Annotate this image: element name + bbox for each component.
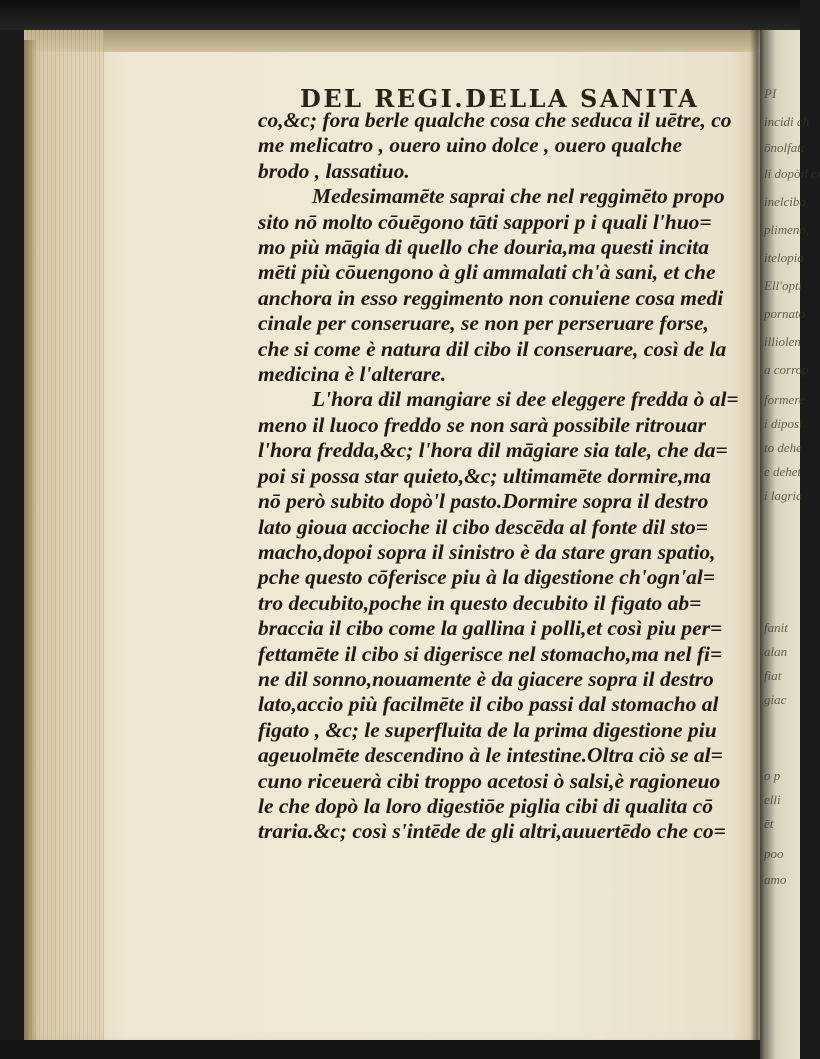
text-line: medicina è l'alterare. bbox=[258, 362, 447, 387]
facing-page-fragment: alan bbox=[764, 644, 788, 659]
facing-page-fragment: i lagria bbox=[764, 488, 803, 503]
facing-page-fragment: e dehet bbox=[764, 464, 802, 479]
text-line: meno il luoco freddo se non sarà possibile ritrouar bbox=[258, 412, 706, 437]
facing-page-fragment: ēt bbox=[764, 816, 774, 831]
text-line: co,&c; fora berle qualche cosa che seduca il uētre, co bbox=[258, 108, 732, 132]
text-line: sito nō molto cōuēgono tāti sappori p i quali l'huo= bbox=[258, 209, 712, 234]
background-top bbox=[0, 0, 800, 30]
text-line: macho,dopoi sopra il sinistro è da stare gran spatio, bbox=[258, 539, 716, 564]
text-line: brodo , lassatiuo. bbox=[258, 158, 410, 183]
text-line: ne dil sonno,nouamente è da giacere sopra il destro bbox=[258, 666, 714, 691]
text-line: le che dopò la loro digestiōe piglia cibi di qualita cō bbox=[258, 793, 714, 818]
facing-page-fragment: a corrop bbox=[764, 362, 809, 377]
text-line: tro decubito,poche in questo decubito il figato ab= bbox=[258, 590, 702, 615]
text-line: mēti più cōuengono à gli ammalati ch'à sani, et che bbox=[258, 260, 716, 285]
text-line: figato , &c; le superfluita de la prima digestione piu bbox=[258, 717, 717, 742]
text-line: pche questo cōferisce piu à la digestione ch'ogn'al= bbox=[258, 565, 716, 590]
text-line: cinale per conseruare, se non per perseruare forse, bbox=[258, 311, 709, 336]
text-line: me melicatro , ouero uino dolce , ouero qualche bbox=[258, 133, 683, 158]
text-line: Medesimamēte saprai che nel reggimēto propo bbox=[312, 184, 725, 209]
text-line: braccia il cibo come la gallina i polli,et così piu per= bbox=[258, 616, 723, 641]
text-line: l'hora fredda,&c; l'hora dil māgiare sia tale, che da= bbox=[258, 438, 728, 463]
facing-page-fragment: pornato bbox=[764, 306, 806, 321]
facing-page-fragment: inelcibo bbox=[764, 194, 806, 209]
text-line: cuno riceuerà cibi troppo acetosi ò salsi,è ragioneuo bbox=[258, 768, 721, 793]
facing-page-fragment: li dopòil ci bbox=[764, 166, 820, 181]
page-top-band bbox=[24, 30, 760, 52]
page-edge-stain bbox=[24, 40, 38, 1040]
text-line: traria.&c; così s'intēde de gli altri,auuertēdo che co= bbox=[258, 819, 726, 844]
text-line: poi si possa star quieto,&c; ultimamēte dormire,ma bbox=[258, 463, 711, 488]
facing-page bbox=[760, 30, 803, 1059]
facing-page-fragment: to dehe bbox=[764, 440, 802, 455]
facing-page-fragment: Ell'opti bbox=[764, 278, 803, 293]
facing-page-fragment: elli bbox=[764, 792, 781, 807]
facing-page-fragment: formere bbox=[764, 392, 805, 407]
text-line: nō però subito dopò'l pasto.Dormire sopra il destro bbox=[258, 489, 709, 514]
facing-page-fragment: i diposi bbox=[764, 416, 803, 431]
text-line: anchora in esso reggimento non conuiene cosa medi bbox=[258, 285, 724, 310]
book-gutter bbox=[750, 30, 764, 1059]
facing-page-fragment: fanit bbox=[764, 620, 788, 635]
facing-page-fragment: ōnolfatt bbox=[764, 140, 805, 155]
body-text bbox=[258, 108, 739, 845]
text-line: ageuolmēte descendino à le intestine.Oltra ciò se al= bbox=[258, 743, 723, 768]
facing-page-fragment: plimeno, bbox=[764, 222, 810, 237]
running-head: DEL REGI.DELLA SANITA bbox=[300, 84, 700, 113]
text-line: L'hora dil mangiare si dee eleggere fredda ò al= bbox=[312, 387, 739, 412]
text-line: lato,accio più facilmēte il cibo passi dal stomacho al bbox=[258, 692, 719, 717]
facing-page-fragment: PI bbox=[764, 86, 777, 101]
facing-page-fragment: illiolen bbox=[764, 334, 801, 349]
background-bottom bbox=[0, 1040, 760, 1059]
facing-page-fragment: fiat bbox=[764, 668, 782, 683]
facing-page-fragment: giac bbox=[764, 692, 787, 707]
text-line: lato gioua accioche il cibo descēda al fonte dil sto= bbox=[258, 514, 708, 539]
text-line: che si come è natura dil cibo il conseruare, così de la bbox=[258, 336, 727, 361]
facing-page-fragment: o p bbox=[764, 768, 781, 783]
facing-page-fragment: incidi ch bbox=[764, 114, 810, 129]
facing-page-fragment: amo bbox=[764, 872, 787, 887]
text-line: mo più māgia di quello che douria,ma questi incita bbox=[258, 235, 709, 260]
facing-page-fragment: itelopia bbox=[764, 250, 804, 265]
text-line: fettamēte il cibo si digerisce nel stomacho,ma nel fi= bbox=[258, 641, 723, 666]
facing-page-fragment: poo bbox=[764, 846, 784, 861]
